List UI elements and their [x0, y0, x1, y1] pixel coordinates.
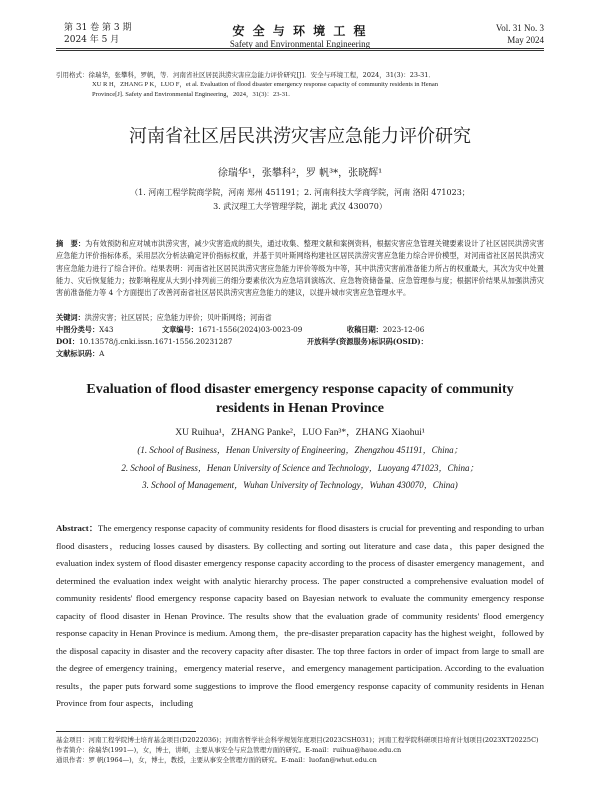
paper-title-cn: 河南省社区居民洪涝灾害应急能力评价研究: [129, 126, 471, 147]
abstract-en-label: Abstract：: [56, 523, 98, 533]
doi-value[interactable]: 10.13578/j.cnki.issn.1671-1556.20231287: [79, 337, 233, 346]
citation-cn: 引用格式：徐瑞华，张攀科，罗帆，等．河南省社区居民洪涝灾害应急能力评价研究[J]．安全与环境工程，2024，31(3)：23-31．: [56, 71, 435, 79]
affiliation-cn-line: （1. 河南工程学院商学院，河南 郑州 451191；2. 河南科技大学商学院，河南 洛阳 471023；: [130, 188, 470, 197]
header-rule-2: [56, 50, 544, 51]
affiliation-en-line: 2. School of Business，Henan University of Science and Technology，Luoyang 471023，China；: [121, 462, 479, 473]
citation-en-line1: XU R H，ZHANG P K，LUO F，et al. Evaluation of flood disaster emergency response capacity of community residents in Henan: [92, 81, 439, 88]
footnotes: [56, 735, 544, 765]
title-en-line2: residents in Henan Province: [216, 401, 384, 416]
doi-row: [56, 336, 544, 348]
footnote-funding: 基金项目：河南工程学院博士培育基金项目(D2022036)；河南省哲学社会科学规划年度项目(2023CSH031)；河南工程学院科研项目培育计划项目(2023XT20225C): [56, 736, 539, 744]
received-date-value: 2023-12-06: [382, 325, 425, 334]
keywords-cn-text: 洪涝灾害；社区居民；应急能力评价；贝叶斯网络；河南省: [84, 313, 272, 322]
volume-issue-cn: 第 31 卷 第 3 期: [64, 23, 132, 33]
affiliation-cn-line: 3. 武汉理工大学管理学院，湖北 武汉 430070）: [213, 202, 387, 211]
authors-en: XU Ruihua¹，ZHANG Panke²，LUO Fan³*，ZHANG Xiaohui¹: [175, 428, 425, 438]
header-left: [64, 22, 131, 46]
affiliations-en: [56, 442, 544, 495]
clc-value: X43: [99, 325, 114, 334]
affiliations-cn: [56, 186, 544, 214]
header-center: [190, 22, 410, 49]
clc-label: 中图分类号：: [56, 325, 100, 334]
header-right: [496, 22, 544, 46]
abstract-cn-text: 为有效预防和应对城市洪涝灾害，减少灾害造成的损失，通过收集、整理文献和案例资料，根据灾害应急管理关键要素设计了社区居民洪涝灾害应急能力评价指标体系，采用层次分析法确定评价指标权重，并基于贝叶斯网络构建社区居民洪涝灾害应急能力综合评价模型，对河南省社区居民洪涝灾害应急能力进行了综合评价。结果表明：河南省社区居民洪涝灾害应急能力评价等级为中等，其中洪涝灾害前准备能力所占的权重最大，其次为灾中处置能力、灾后恢复能力；按影响程度从大到小排列前三的细分要素依次为应急培训演练次、应急物资储备量、应急管理参与度；根据评价结果从加强洪涝灾害前准备能力等 4 个方面提出了改善河南省社区居民洪涝灾害应急能力的建议，以提升城市灾害应急管理水平。: [56, 239, 544, 298]
doc-code-row: [56, 348, 544, 360]
affiliation-en-line: (1. School of Business，Henan University of Engineering，Zhengzhou 451191，China；: [137, 445, 463, 455]
article-number-label: 文章编号：: [162, 325, 198, 334]
article-number-value: 1671-1556(2024)03-0023-09: [197, 325, 303, 334]
footnote-rule: [56, 731, 196, 732]
citation-block: [56, 70, 544, 100]
footnote-author-bio: 作者简介：徐瑞华(1991—)，女，博士，讲师，主要从事安全与应急管理方面的研究。E-mail：ruihua@haue.edu.cn: [56, 746, 402, 754]
footnote-corresponding: 通讯作者：罗 帆(1964—)，女，博士，教授，主要从事安全管理方面的研究。E-mail：luofan@whut.edu.cn: [56, 756, 377, 764]
paper-title-en: [56, 380, 544, 418]
classification-row: [56, 324, 544, 336]
abstract-en: [56, 520, 544, 713]
abstract-cn: [56, 238, 544, 299]
citation-en-line2: Province[J]. Safety and Environmental Engineering，2024，31(3)：23-31.: [92, 91, 290, 98]
title-en-line1: Evaluation of flood disaster emergency response capacity of community: [86, 382, 514, 397]
keywords-cn-label: 关键词：: [56, 313, 85, 322]
doi-label: DOI：: [56, 337, 80, 346]
authors-cn: 徐瑞华¹，张攀科²，罗 帆³*，张晓辉¹: [217, 168, 383, 179]
journal-name-en: Safety and Environmental Engineering: [229, 39, 371, 49]
date-en: May 2024: [507, 35, 544, 45]
volume-issue-en: Vol. 31 No. 3: [495, 23, 544, 33]
header-rule: [56, 48, 544, 49]
osid-label: 开放科学(资源服务)标识码(OSID)：: [306, 337, 428, 346]
received-date-label: 收稿日期：: [346, 325, 383, 334]
keywords-cn: [56, 312, 544, 324]
doc-code-value: A: [99, 349, 105, 358]
doc-code-label: 文献标识码：: [56, 349, 100, 358]
affiliation-en-line: 3. School of Management，Wuhan University of Technology，Wuhan 430070，China): [142, 480, 458, 490]
abstract-cn-label: 摘 要：: [56, 239, 86, 248]
abstract-en-text: The emergency response capacity of community residents for flood disasters is crucial for preventing and responding to urban flood disasters，reducing losses caused by disasters. By collecting and sorting out literature and case data，this paper designed the evaluation index system of flood disaster emergency response capacity according to the process of disaster emergency management，and determined the evaluation index weight with analytic hierarchy process. The paper constructed a comprehensive evaluation model of community residents' flood emergency response capacity based on Bayesian network to evaluate the community emergency response capacity of flood disaster in Henan Province. The results show that the evaluation grade of community residents' flood emergency response capacity in Henan Province is medium. Among them，the pre-disaster preparation capacity has the highest weight，followed by the disposal capacity in disaster and the recovery capacity after disaster. The top three factors in order of impact from large to small are the degree of emergency training，emergency material reserve，and emergency management participation. According to the evaluation results，the paper puts forward some suggestions to improve the flood emergency response capacity of community residents in Henan Province from four aspects，including: [56, 523, 544, 708]
date-cn: 2024 年 5 月: [64, 35, 120, 45]
journal-name-cn: 安 全 与 环 境 工 程: [232, 24, 368, 38]
